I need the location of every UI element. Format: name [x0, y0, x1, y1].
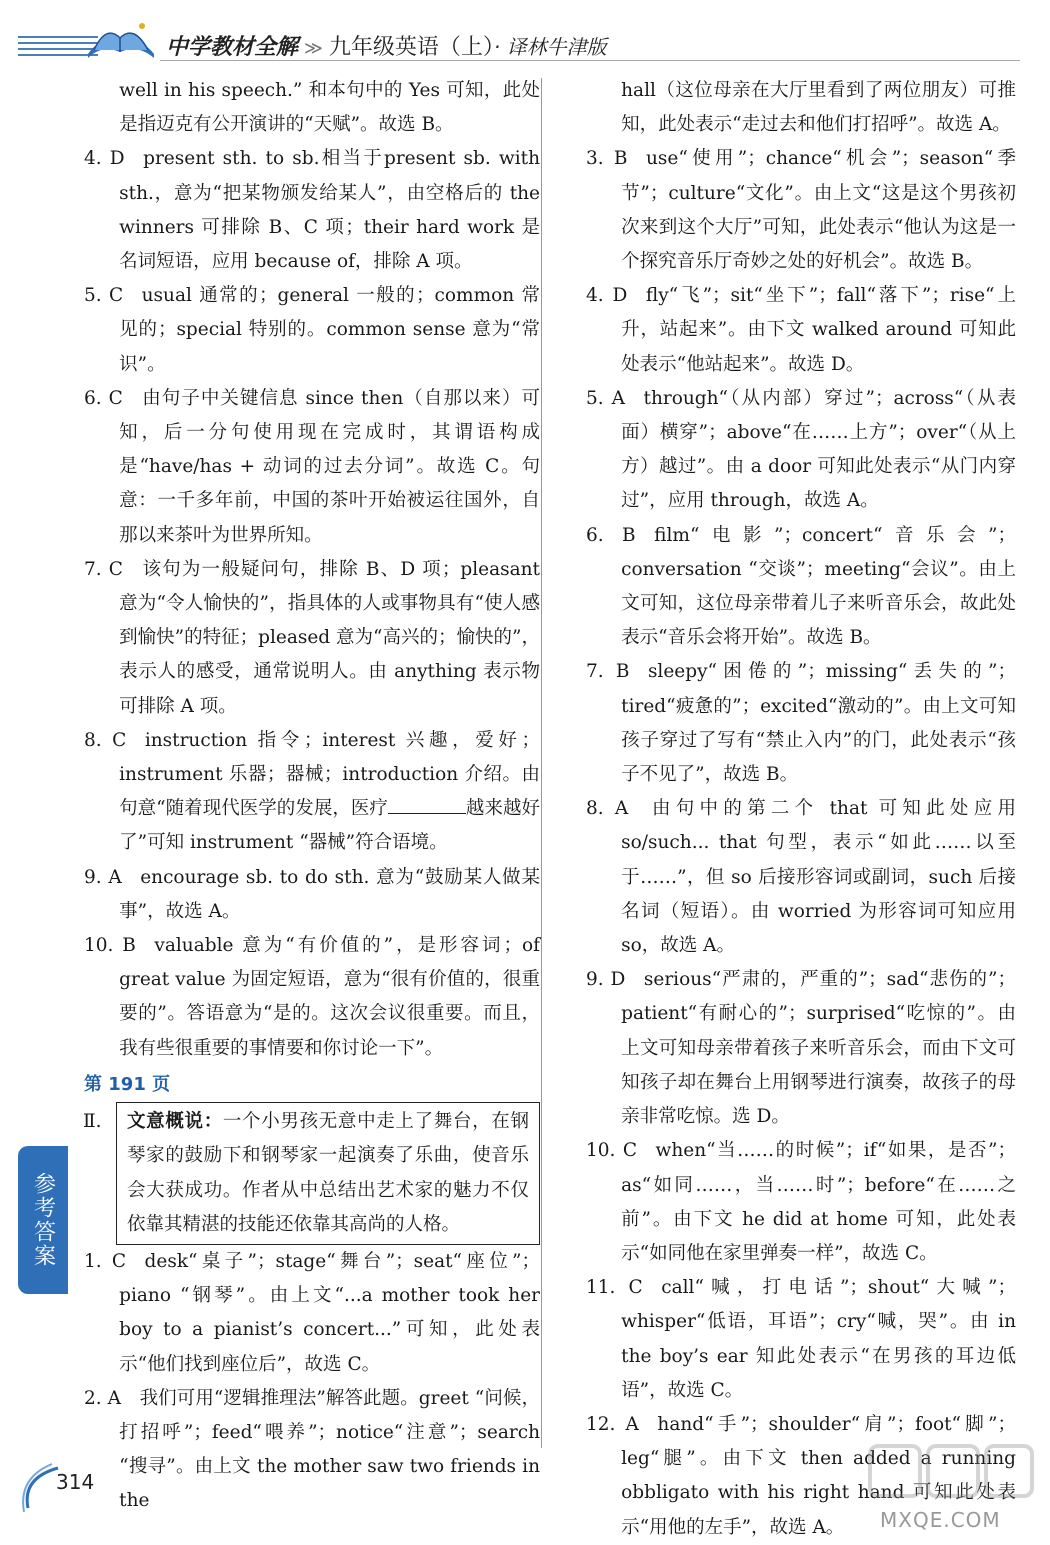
answer-item: [586, 74, 1016, 142]
answer-item: [84, 382, 540, 553]
section-roman-numeral: Ⅱ.: [83, 1111, 102, 1133]
summary-box: [83, 1102, 540, 1245]
answer-number: 4. D: [586, 285, 646, 307]
answer-number: 10. C: [586, 1140, 656, 1162]
answer-number: 2. A: [84, 1387, 140, 1409]
answer-number: 9. A: [84, 866, 141, 888]
answer-item: [586, 519, 1016, 656]
answer-number: 10. B: [84, 935, 155, 957]
summary-body: 一个小男孩无意中走上了舞台，在钢琴家的鼓励下和钢琴家一起演奏了乐曲，使音乐会大获成功。作者从中总结出艺术家的魅力不仅依靠其精湛的技能还依靠其高尚的人格。: [127, 1111, 529, 1235]
fill-blank: [388, 793, 466, 814]
answer-text: instruction 指令；interest 兴趣，爱好；instrument 乐器；器械；introduction 介绍。由句意“随着现代医学的发展，医疗: [119, 729, 541, 820]
answer-text: well in his speech.” 和本句中的 Yes 可知，此处是指迈克有公开演讲的“天赋”。故选 B。: [119, 80, 540, 136]
answer-item: [84, 1245, 540, 1382]
page-header: [0, 0, 1050, 78]
answer-text: film“电影”；concert“音乐会”；conversation “交谈”；meeting“会议”。由上文可知，这位母亲带着儿子来听音乐会，故此处表示“音乐会将开始”。故选 B。: [621, 524, 1016, 649]
answer-number: 6. B: [586, 524, 655, 546]
answer-text: usual 通常的；general 一般的；common 常见的；special 特别的。common sense 意为“常识”。: [119, 285, 540, 375]
book-edition: · 译林牛津版: [493, 35, 607, 59]
book-logo-icon: [82, 14, 160, 64]
answer-item: [586, 382, 1016, 519]
answer-item: [586, 279, 1016, 382]
answer-number: 11. C: [586, 1277, 662, 1299]
answer-text: present sth. to sb.相当于present sb. with sth.，意为“把某物颁发给某人”，由空格后的 the winners 可排除 B、C 项；their hard work 是名词短语，应用 because of，排除 A 项。: [119, 148, 540, 273]
answer-text: hall（这位母亲在大厅里看到了两位朋友）可推知，此处表示“走过去和他们打招呼”。故选 A。: [621, 80, 1016, 136]
answer-text: valuable 意为“有价值的”，是形容词；of great value 为固定短语，意为“很有价值的，很重要的”。答语意为“是的。这次会议很重要。而且，我有些很重要的事情要和你讨论一下”。: [119, 935, 540, 1059]
left-column: [84, 74, 540, 1519]
right-column: [586, 74, 1016, 1545]
answer-item: [84, 553, 540, 724]
answer-text: encourage sb. to do sth. 意为“鼓励某人做某事”，故选 A。: [119, 866, 540, 922]
side-tab: 参考答案: [18, 1146, 68, 1294]
answer-number: 5. A: [586, 387, 644, 409]
answer-item: [84, 1382, 540, 1519]
answer-item: [586, 142, 1016, 279]
summary-label: 文意概说：: [127, 1111, 223, 1133]
title-separator: ≫: [304, 38, 323, 59]
right-answer-list: [586, 74, 1016, 1545]
answer-number: 3. B: [586, 148, 646, 170]
column-divider: [541, 78, 542, 1448]
answer-number: 7. C: [84, 558, 142, 580]
answer-number: 12. A: [586, 1413, 658, 1435]
answer-text: hand“手”；shoulder“肩”；foot“脚”；leg“腿”。由下文 then added a running obbligato with his right hand 可知此处表示“用他的左手”，故选 A。: [621, 1413, 1016, 1538]
answer-number: 8. A: [586, 798, 647, 820]
answer-item: [586, 1134, 1016, 1271]
left-answer-list: [84, 74, 540, 1066]
header-rule: [160, 60, 1020, 61]
answer-text: serious“严肃的，严重的”；sad“悲伤的”；patient“有耐心的”；surprised“吃惊的”。由上文可知母亲带着孩子来听音乐会，而由下文可知孩子却在舞台上用钢琴进行演奏，故孩子的母亲非常吃惊。选 D。: [621, 969, 1016, 1128]
answer-text: 越来越好了”可知 instrument “器械”符合语境。: [119, 798, 540, 854]
answer-number: 4. D: [84, 148, 144, 170]
answer-text: 该句为一般疑问句，排除 B、D 项；pleasant 意为“令人愉快的”，指具体的人或事物具有“使人感到愉快”的特征；pleased 意为“高兴的；愉快的”，表示人的感受，通常说明人。由 anything 表示物可排除 A 项。: [119, 558, 540, 717]
answer-item: [586, 963, 1016, 1134]
answer-text: 由句中的第二个 that 可知此处应用 so/such... that 句型，表示“如此……以至于……”，但 so 后接形容词或副词，such 后接名词（短语）。由 worried 为形容词可知应用 so，故选 A。: [621, 798, 1016, 957]
header-title: [166, 30, 607, 61]
answer-number: 9. D: [586, 969, 644, 991]
left-answer-list-2: [84, 1245, 540, 1519]
answer-item: [84, 74, 540, 142]
answer-text: call“喊，打电话”；shout“大喊”；whisper“低语，耳语”；cry“喊，哭”。由 in the boy’s ear 知此处表示“在男孩的耳边低语”，故选 C。: [621, 1277, 1016, 1401]
answer-text: sleepy“困倦的”；missing“丢失的”；tired“疲惫的”；excited“激动的”。由上文可知孩子穿过了写有“禁止入内”的门，此处表示“孩子不见了”，故选 B。: [621, 661, 1016, 786]
answer-item: [84, 279, 540, 382]
answer-text: desk“桌子”；stage“舞台”；seat“座位”；piano “钢琴”。由上文“...a mother took her boy to a pianist’s concert...”可知，此处表示“他们找到座位后”，故选 C。: [119, 1250, 540, 1375]
answer-item: [84, 724, 540, 861]
answer-text: use“使用”；chance“机会”；season“季节”；culture“文化”。由上文“这是这个男孩初次来到这个大厅”可知，此处表示“他认为这是一个探究音乐厅奇妙之处的好机会”。故选 B。: [621, 148, 1016, 273]
page-label: 第 191 页: [84, 1073, 171, 1095]
page-number: 314: [56, 1470, 95, 1494]
answer-number: 5. C: [84, 285, 142, 307]
answer-text: fly“飞”；sit“坐下”；fall“落下”；rise“上升，站起来”。由下文 walked around 可知此处表示“他站起来”。故选 D。: [621, 285, 1016, 375]
answer-text: 由句子中关键信息 since then（自那以来）可知，后一分句使用现在完成时，其谓语构成是“have/has + 动词的过去分词”。故选 C。句意：一千多年前，中国的茶叶开始被运往国外，自那以来茶叶为世界所知。: [119, 387, 540, 546]
book-title: 中学教材全解: [166, 35, 299, 60]
answer-number: 1. C: [84, 1250, 145, 1272]
answer-text: through“（从内部）穿过”；across“（从表面）横穿”；above“在……上方”；over“（从上方）越过”。由 a door 可知此处表示“从门内穿过”，应用 through，故选 A。: [621, 387, 1016, 512]
answer-text: when“当……的时候”；if“如果，是否”；as“如同……，当……时”；before“在……之前”。由下文 he did at home 可知，此处表示“如同他在家里弹奏一样”，故选 C。: [621, 1140, 1016, 1264]
summary-text: [127, 1105, 529, 1242]
answer-item: [84, 861, 540, 929]
answer-number: 8. C: [84, 729, 145, 751]
answer-item: [586, 655, 1016, 792]
answer-item: [84, 929, 540, 1066]
answer-item: [586, 792, 1016, 963]
watermark-text: MXQE.COM: [880, 1508, 1001, 1532]
answer-number: 7. B: [586, 661, 648, 683]
book-subtitle: 九年级英语（上）: [328, 35, 494, 60]
answer-item: [586, 1271, 1016, 1408]
answer-item: [84, 142, 540, 279]
answer-number: 6. C: [84, 387, 142, 409]
answer-text: 我们可用“逻辑推理法”解答此题。greet “问候，打招呼”；feed“喂养”；notice“注意”；search “搜寻”。由上文 the mother saw two friends in the: [119, 1387, 540, 1512]
